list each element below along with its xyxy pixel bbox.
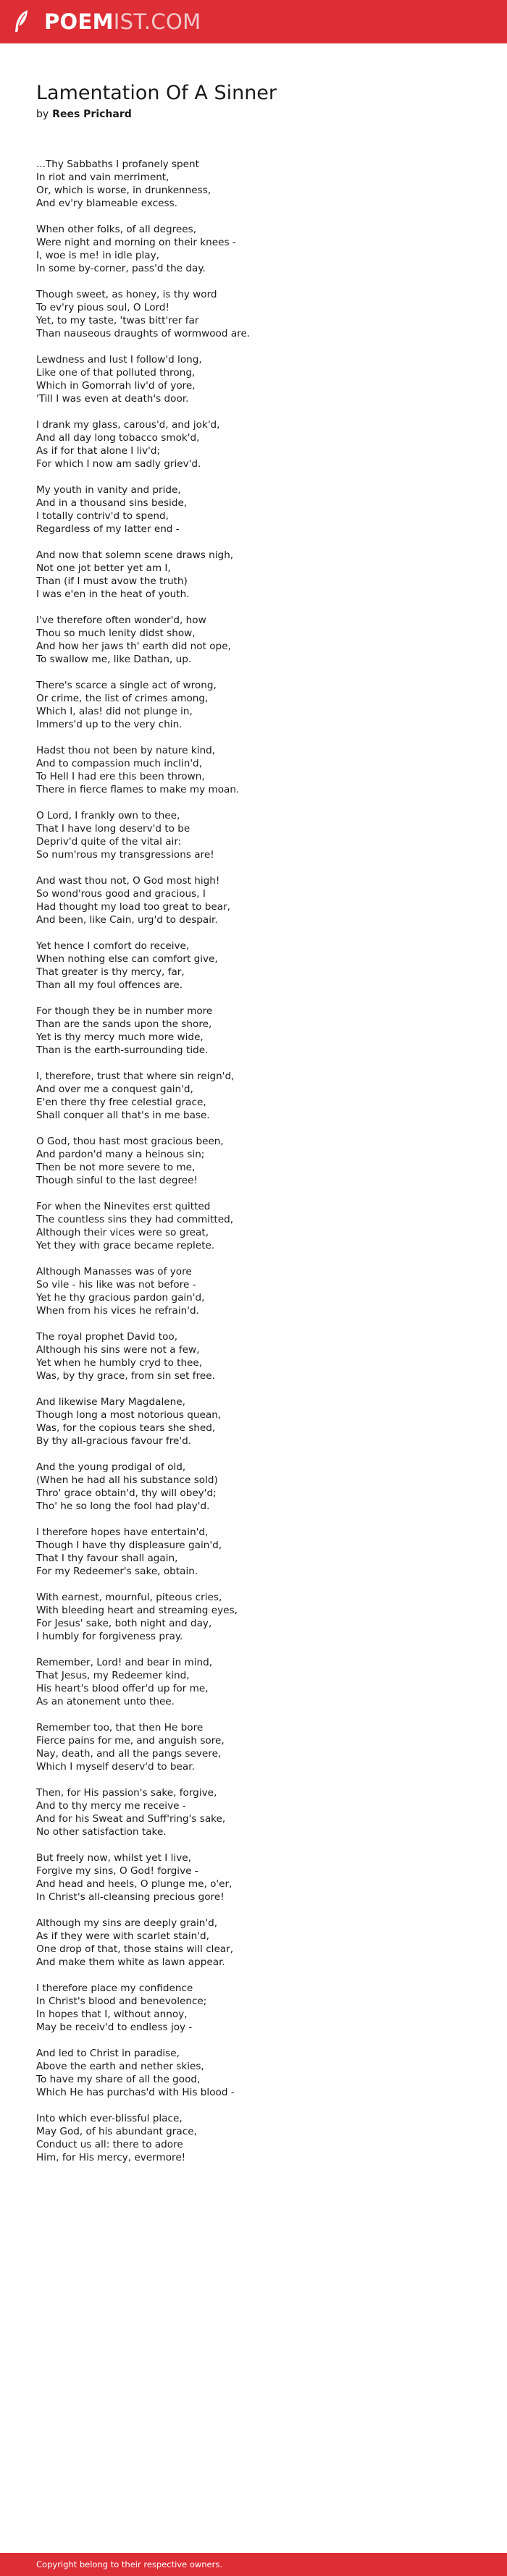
poem-line: Yet is thy mercy much more wide,: [36, 1031, 204, 1043]
poem-line: Though I have thy displeasure gain'd,: [36, 1540, 222, 1551]
poem-line: Yet they with grace became replete.: [36, 1240, 215, 1251]
poem-line: For which I now am sadly griev'd.: [36, 458, 201, 470]
poem-line: Had thought my load too great to bear,: [36, 901, 231, 913]
stanza: [36, 679, 471, 731]
poem-line: Though long a most notorious quean,: [36, 1409, 222, 1421]
poem-line: Remember, Lord! and bear in mind,: [36, 1657, 213, 1668]
poem-line: Although my sins are deeply grain'd,: [36, 1917, 218, 1929]
poem-line: The countless sins they had committed,: [36, 1214, 234, 1225]
poem-line: There in fierce flames to make my moan.: [36, 784, 240, 795]
poem-line: In Christ's all-cleansing precious gore!: [36, 1891, 225, 1903]
poem-line: To ev'ry pious soul, O Lord!: [36, 302, 170, 313]
poem-line: Depriv'd quite of the vital air:: [36, 836, 182, 848]
stanza: [36, 1200, 471, 1252]
poem-line: I drank my glass, carous'd, and jok'd,: [36, 419, 220, 431]
poem-line: Yet he thy gracious pardon gain'd,: [36, 1292, 205, 1304]
poem-line: Immers'd up to the very chin.: [36, 719, 183, 730]
poem-line: So num'rous my transgressions are!: [36, 849, 214, 861]
stanza: [36, 1395, 471, 1448]
poem-line: Although Manasses was of yore: [36, 1266, 192, 1278]
poem-line: The royal prophet David too,: [36, 1331, 178, 1343]
poem-line: Shall conquer all that's in me base.: [36, 1110, 210, 1121]
poem-line: Then, for His passion's sake, forgive,: [36, 1787, 217, 1799]
site-header: [0, 0, 507, 43]
poem-line: With bleeding heart and streaming eyes,: [36, 1605, 238, 1616]
poem-line: As if they were with scarlet stain'd,: [36, 1930, 209, 1942]
byline-prefix: by: [36, 109, 49, 120]
poem-line: Conduct us all: there to adore: [36, 2139, 183, 2150]
site-logo[interactable]: [44, 9, 201, 34]
stanza: [36, 874, 471, 926]
poem-line: ...Thy Sabbaths I profanely spent: [36, 159, 199, 170]
poem-line: Hadst thou not been by nature kind,: [36, 745, 216, 756]
poem-line: And now that solemn scene draws nigh,: [36, 549, 234, 561]
poem-line: For my Redeemer's sake, obtain.: [36, 1566, 198, 1577]
poem-line: In riot and vain merriment,: [36, 172, 169, 183]
poem-line: Not one jot better yet am I,: [36, 562, 171, 574]
poem-line: In Christ's blood and benevolence;: [36, 1996, 207, 2007]
poem-line: Than all my foul offences are.: [36, 979, 183, 991]
poem-line: Yet, to my taste, 'twas bitt'rer far: [36, 315, 199, 326]
poem-line: Then be not more severe to me,: [36, 1162, 196, 1173]
stanza: [36, 158, 471, 210]
poem-line: Which I, alas! did not plunge in,: [36, 706, 193, 717]
stanza: [36, 1135, 471, 1187]
poem-line: Or, which is worse, in drunkenness,: [36, 185, 211, 196]
poem-line: And for his Sweat and Suff'ring's sake,: [36, 1813, 226, 1825]
stanza: [36, 1917, 471, 1969]
poem-line: And ev'ry blameable excess.: [36, 198, 177, 209]
stanza: [36, 614, 471, 666]
poem-line: With earnest, mournful, piteous cries,: [36, 1592, 222, 1603]
poem-line: But freely now, whilst yet I live,: [36, 1852, 191, 1864]
stanza: [36, 1265, 471, 1317]
poem-line: So wond'rous good and gracious, I: [36, 888, 206, 900]
poem-line: Although his sins were not a few,: [36, 1344, 200, 1356]
poem-line: Tho' he so long the fool had play'd.: [36, 1500, 210, 1512]
byline: [36, 107, 132, 122]
stanza: [36, 1070, 471, 1122]
poem-line: Yet hence I comfort do receive,: [36, 940, 190, 952]
poem-line: Than is the earth-surrounding tide.: [36, 1044, 209, 1056]
poem-line: There's scarce a single act of wrong,: [36, 680, 217, 691]
poem-line: And been, like Cain, urg'd to despair.: [36, 914, 218, 926]
logo-brand-strong: POEM: [44, 9, 114, 34]
stanza: [36, 288, 471, 340]
poem-line: In some by-corner, pass'd the day.: [36, 263, 206, 274]
poem-line: And pardon'd many a heinous sin;: [36, 1149, 205, 1160]
poem-line: And in a thousand sins beside,: [36, 497, 188, 509]
poem-line: One drop of that, those stains will clear,: [36, 1943, 234, 1955]
poem-line: Though sweet, as honey, is thy word: [36, 289, 217, 300]
poem-line: To Hell I had ere this been thrown,: [36, 771, 205, 782]
poem-line: O God, thou hast most gracious been,: [36, 1136, 224, 1147]
poem-line: I therefore place my confidence: [36, 1982, 193, 1994]
poem-line: I therefore hopes have entertain'd,: [36, 1526, 209, 1538]
poem-line: And the young prodigal of old,: [36, 1461, 186, 1473]
poem-line: And likewise Mary Magdalene,: [36, 1396, 185, 1408]
stanza: [36, 1005, 471, 1057]
stanza: [36, 1721, 471, 1773]
poem-line: Fierce pains for me, and anguish sore,: [36, 1735, 225, 1747]
stanza: [36, 1526, 471, 1578]
poem-line: O Lord, I frankly own to thee,: [36, 810, 180, 822]
poem-line: I've therefore often wonder'd, how: [36, 615, 206, 626]
poem-line: When from his vices he refrain'd.: [36, 1305, 199, 1317]
stanza: [36, 1330, 471, 1382]
poem-line: And head and heels, O plunge me, o'er,: [36, 1878, 232, 1890]
poem-line: When other folks, of all degrees,: [36, 224, 197, 235]
poem-line: And make them white as lawn appear.: [36, 1956, 225, 1968]
author-name: Rees Prichard: [52, 109, 132, 120]
poem-line: And to thy mercy me receive -: [36, 1800, 186, 1812]
poem-line: Were night and morning on their knees -: [36, 237, 236, 248]
poem-line: Remember too, that then He bore: [36, 1722, 204, 1733]
stanza: [36, 744, 471, 796]
stanza: [36, 1591, 471, 1643]
poem-line: That greater is thy mercy, far,: [36, 966, 185, 978]
poem-line: And to compassion much inclin'd,: [36, 758, 203, 769]
stanza: [36, 1656, 471, 1708]
poem-line: Thou so much lenity didst show,: [36, 628, 196, 639]
poem-title: Lamentation Of A Sinner: [36, 82, 277, 104]
poem-line: Than nauseous draughts of wormwood are.: [36, 328, 251, 339]
poem-line: Was, for the copious tears she shed,: [36, 1422, 216, 1434]
poem-line: And wast thou not, O God most high!: [36, 875, 220, 887]
stanza: [36, 223, 471, 275]
poem-line: Although their vices were so great,: [36, 1227, 209, 1238]
poem-line: Yet when he humbly cryd to thee,: [36, 1357, 203, 1369]
poem-line: Thro' grace obtain'd, thy will obey'd;: [36, 1487, 217, 1499]
poem-line: I, woe is me! in idle play,: [36, 250, 160, 261]
poem-line: As if for that alone I liv'd;: [36, 445, 161, 457]
poem-line: So vile - his like was not before -: [36, 1279, 196, 1291]
poem-line: Forgive my sins, O God! forgive -: [36, 1865, 198, 1877]
poem-line: My youth in vanity and pride,: [36, 484, 181, 496]
stanza: [36, 2112, 471, 2164]
stanza: [36, 809, 471, 861]
poem-line: And all day long tobacco smok'd,: [36, 432, 200, 444]
logo-brand-light: IST.COM: [113, 9, 201, 34]
quill-pen-icon[interactable]: [13, 9, 30, 33]
stanza: [36, 353, 471, 405]
poem-line: That Jesus, my Redeemer kind,: [36, 1670, 190, 1681]
poem-line: Than (if I must avow the truth): [36, 575, 188, 587]
poem-line: E'en there thy free celestial grace,: [36, 1097, 206, 1108]
stanza: [36, 483, 471, 536]
copyright-text: Copyright belong to their respective owners.: [36, 2559, 223, 2569]
stanza: [36, 1851, 471, 1904]
poem-line: And over me a conquest gain'd,: [36, 1084, 193, 1095]
stanza: [36, 939, 471, 992]
poem-body: [36, 158, 471, 2177]
poem-line: I totally contriv'd to spend,: [36, 510, 169, 522]
poem-line: Into which ever-blissful place,: [36, 2113, 183, 2124]
poem-line: (When he had all his substance sold): [36, 1474, 218, 1486]
poem-line: Him, for His mercy, evermore!: [36, 2152, 186, 2163]
poem-line: Regardless of my latter end -: [36, 523, 180, 535]
poem-line: To swallow me, like Dathan, up.: [36, 654, 192, 665]
poem-line: Though sinful to the last degree!: [36, 1175, 198, 1186]
poem-line: May God, of his abundant grace,: [36, 2126, 197, 2137]
poem-line: For when the Ninevites erst quitted: [36, 1201, 211, 1212]
poem-line: 'Till I was even at death's door.: [36, 393, 189, 405]
poem-line: I humbly for forgiveness pray.: [36, 1631, 183, 1642]
poem-line: No other satisfaction take.: [36, 1826, 167, 1838]
stanza: [36, 549, 471, 601]
stanza: [36, 1786, 471, 1838]
poem-line: For though they be in number more: [36, 1005, 213, 1017]
poem-line: I, therefore, trust that where sin reign'd,: [36, 1070, 235, 1082]
poem-line: Was, by thy grace, from sin set free.: [36, 1370, 215, 1382]
poem-line: That I thy favour shall again,: [36, 1553, 178, 1564]
poem-line: To have my share of all the good,: [36, 2074, 201, 2085]
poem-line: In hopes that I, without annoy,: [36, 2009, 188, 2020]
poem-line: Which I myself deserv'd to bear.: [36, 1761, 195, 1773]
poem-line: Above the earth and nether skies,: [36, 2061, 204, 2072]
stanza: [36, 1461, 471, 1513]
poem-line: As an atonement unto thee.: [36, 1696, 175, 1707]
poem-line: Which He has purchas'd with His blood -: [36, 2087, 235, 2098]
stanza: [36, 418, 471, 470]
poem-line: And led to Christ in paradise,: [36, 2048, 180, 2059]
poem-line: I was e'en in the heat of youth.: [36, 588, 190, 600]
poem-line: And how her jaws th' earth did not ope,: [36, 641, 231, 652]
stanza: [36, 1982, 471, 2034]
stanza: [36, 2047, 471, 2099]
poem-line: Nay, death, and all the pangs severe,: [36, 1748, 222, 1760]
poem-line: Lewdness and lust I follow'd long,: [36, 354, 202, 366]
poem-line: Like one of that polluted throng,: [36, 367, 196, 379]
site-footer: [0, 2553, 507, 2576]
poem-line: Which in Gomorrah liv'd of yore,: [36, 380, 196, 392]
poem-line: By thy all-gracious favour fre'd.: [36, 1435, 192, 1447]
poem-line: May be receiv'd to endless joy -: [36, 2022, 193, 2033]
poem-line: When nothing else can comfort give,: [36, 953, 218, 965]
poem-line: Or crime, the list of crimes among,: [36, 693, 209, 704]
poem-line: Than are the sands upon the shore,: [36, 1018, 212, 1030]
poem-line: For Jesus' sake, both night and day,: [36, 1618, 212, 1629]
poem-line: That I have long deserv'd to be: [36, 823, 190, 835]
poem-line: His heart's blood offer'd up for me,: [36, 1683, 209, 1694]
